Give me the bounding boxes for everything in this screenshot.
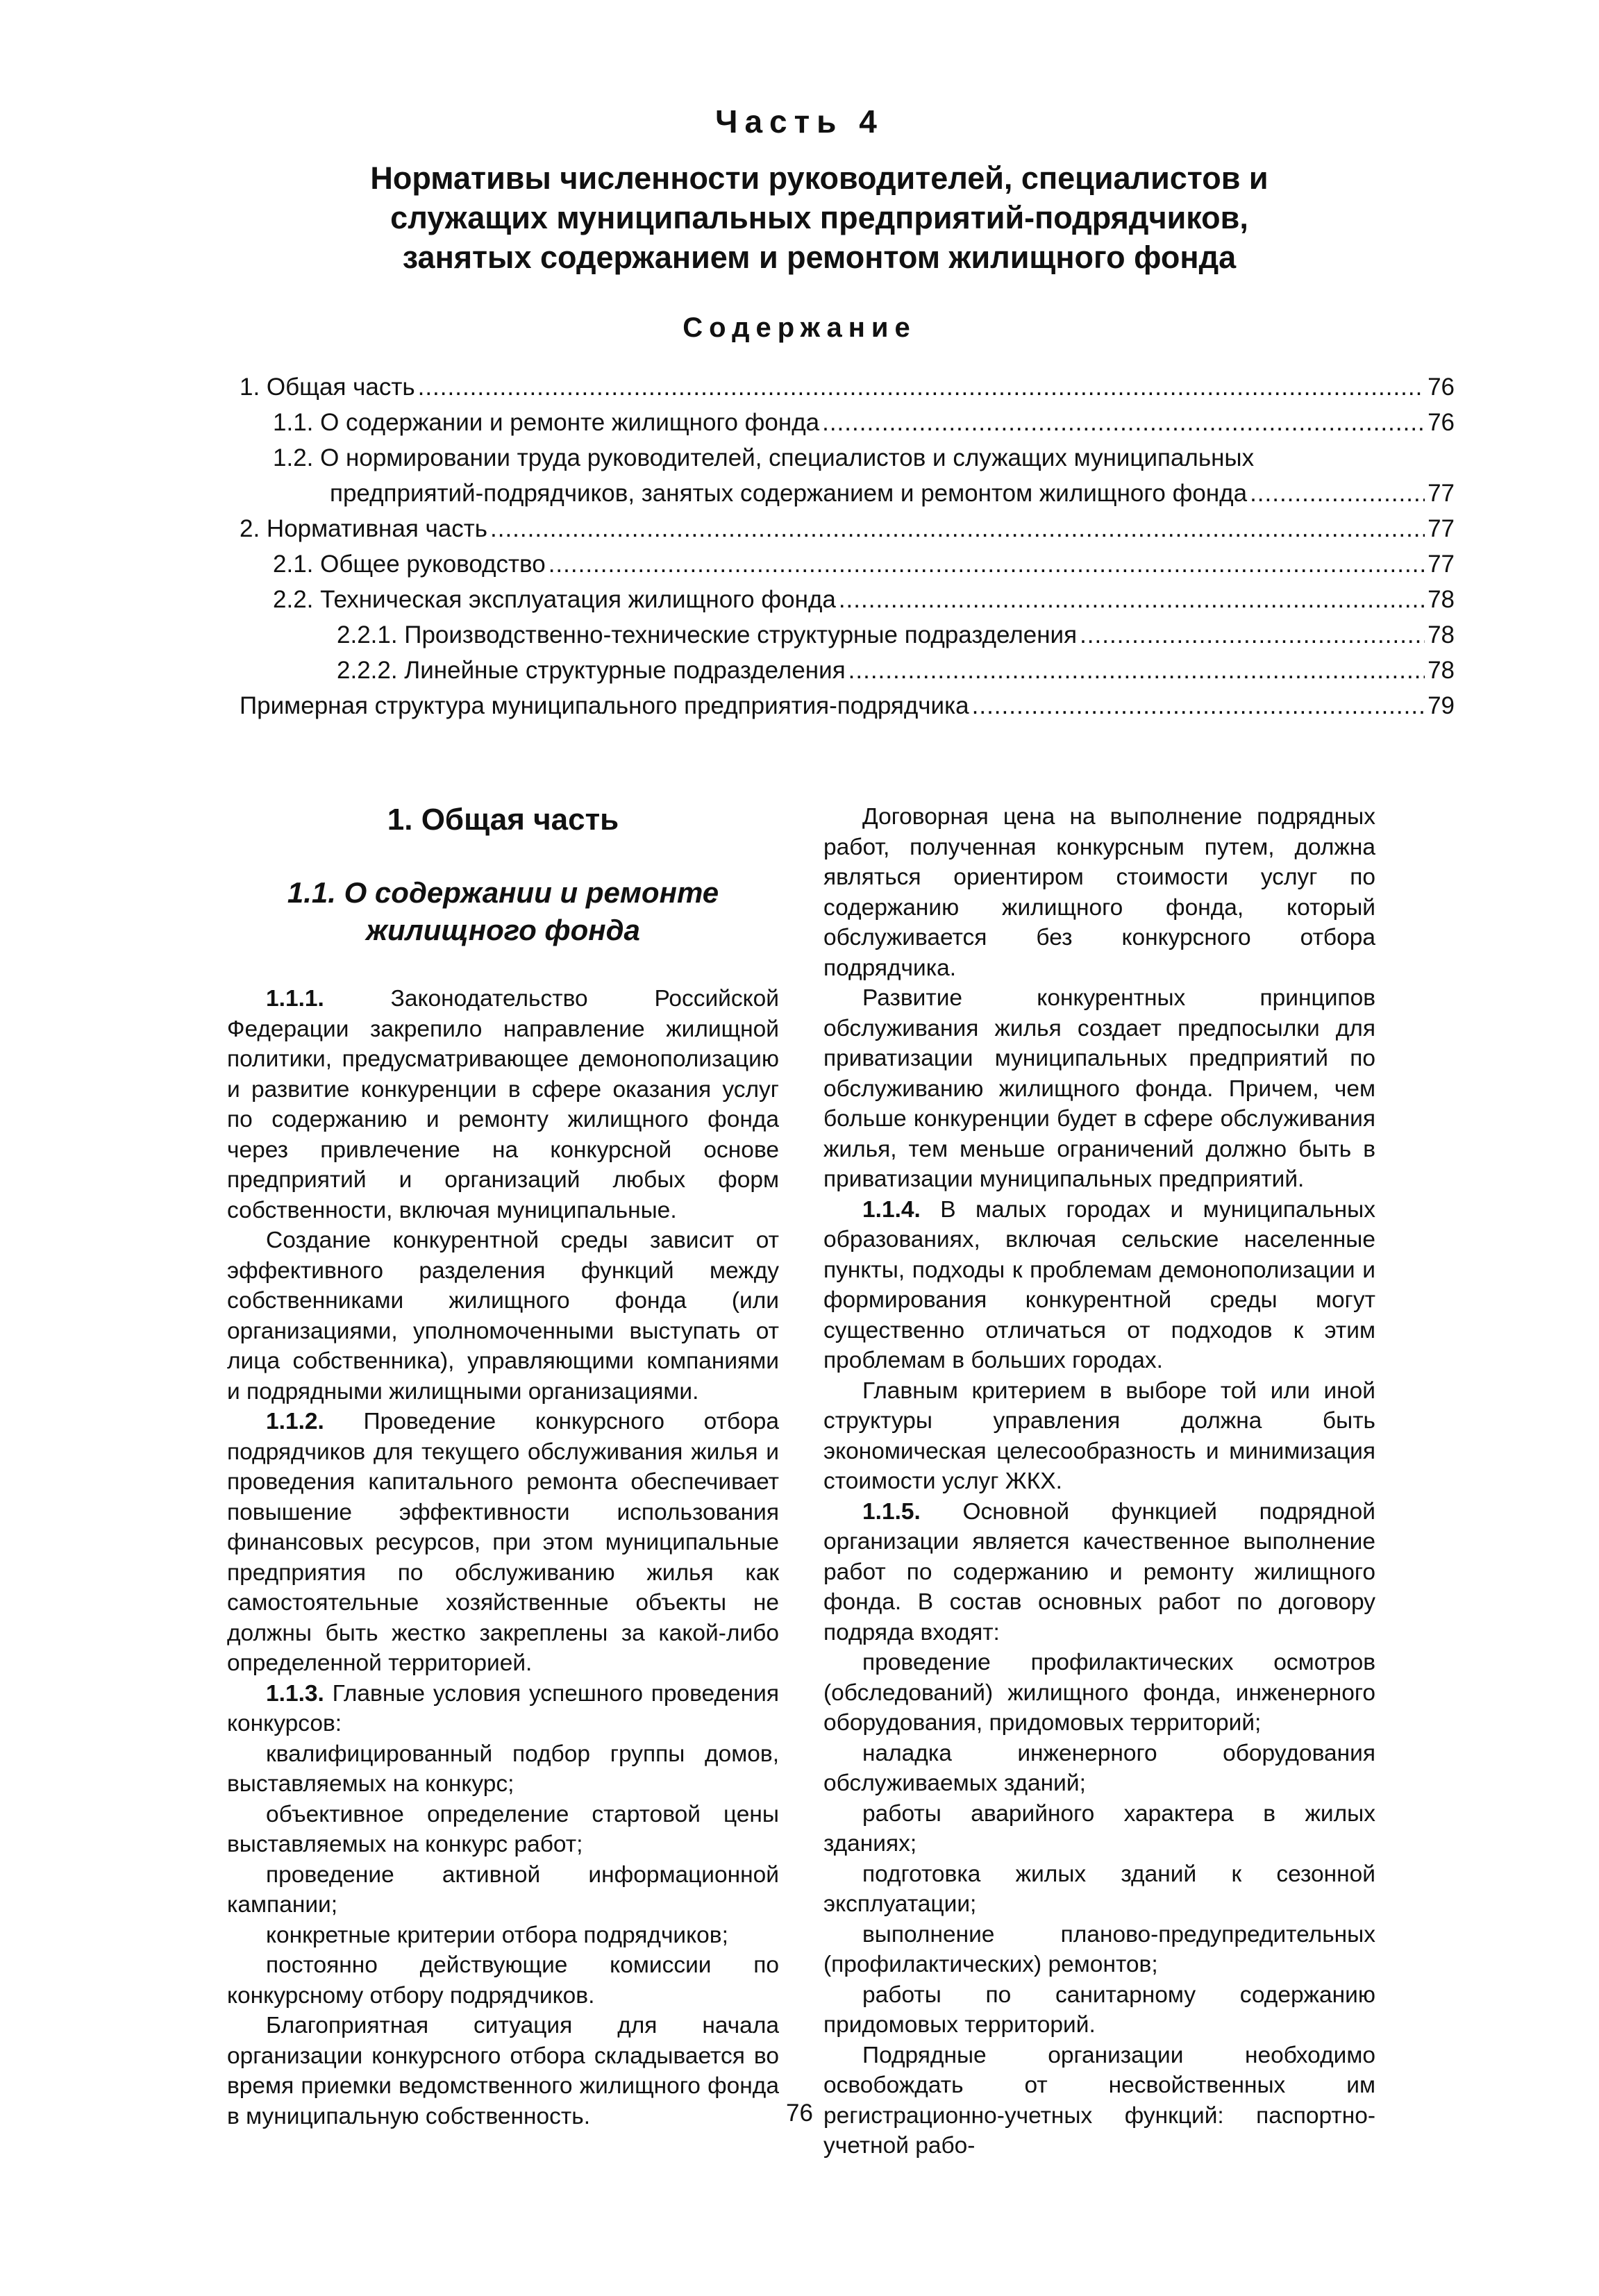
toc-entry-text: 1.2. О нормировании труда руководителей, специалистов и служащих муниципальных: [273, 444, 1255, 471]
toc-entry-text: предприятий-подрядчиков, занятых содержанием и ремонтом жилищного фонда: [330, 480, 1248, 507]
toc-entry: [240, 653, 1455, 688]
paragraph-text: Благоприятная ситуация для начала организации конкурсного отбора складывается во время приемки ведомственного жилищного фонда в муниципальную собственность.: [227, 2013, 779, 2129]
toc-entry-text: 2. Нормативная часть: [240, 515, 487, 542]
right-column: [823, 802, 1375, 2161]
paragraph: [227, 1679, 779, 1739]
toc-entry-page: 77: [1428, 480, 1455, 507]
toc-entry: [240, 582, 1455, 617]
subsection-title-line: 1.1. О содержании и ремонте: [287, 876, 719, 909]
list-item: [227, 1920, 779, 1951]
page-number: 76: [786, 2100, 813, 2127]
subsection-title: [227, 874, 779, 949]
toc-entry-text: 2.2.1. Производственно-технические структурные подразделения: [337, 621, 1078, 648]
toc-entry-page: 77: [1428, 515, 1455, 542]
clause-number: 1.1.2.: [266, 1409, 324, 1434]
title-line: служащих муниципальных предприятий-подрядчиков,: [390, 200, 1248, 235]
toc-entry-text: 1. Общая часть: [240, 374, 415, 401]
list-item: [823, 1980, 1375, 2041]
list-item: [823, 1799, 1375, 1859]
toc-leader: [1250, 476, 1425, 511]
toc-leader: [418, 369, 1425, 405]
clause-number: 1.1.3.: [266, 1680, 324, 1707]
paragraph-text: постоянно действующие комиссии по конкурсному отбору подрядчиков.: [227, 1952, 779, 2009]
paragraph-text: Главным критерием в выборе той или иной структуры управления должна быть экономическая целесообразность и минимизация стоимости услуг ЖКХ.: [823, 1377, 1375, 1494]
list-item: [227, 1739, 779, 1800]
paragraph-text: Проведение конкурсного отбора подрядчиков для текущего обслуживания жилья и проведения капитального ремонта обеспечивает повышение эффективности использования финансовых ресурсов, при этом муниципальные предприятия по обслуживанию жилья как самостоятельные хозяйственные объекты не должны быть жестко закреплены за какой-либо определенной территорией.: [227, 1409, 779, 1676]
toc-entry-text: 2.2.2. Линейные структурные подразделения: [337, 657, 846, 684]
left-column: [227, 802, 779, 2131]
toc-entry: [240, 546, 1455, 582]
toc-entry: [240, 369, 1455, 405]
paragraph: [823, 983, 1375, 1195]
list-item: [823, 1738, 1375, 1799]
paragraph: [227, 1407, 779, 1679]
paragraph-text: проведение активной информационной кампании;: [227, 1861, 779, 1918]
toc-entry-page: 77: [1428, 551, 1455, 578]
clause-number: 1.1.4.: [862, 1196, 921, 1223]
toc-leader: [972, 688, 1425, 723]
toc-entry-page: 78: [1428, 586, 1455, 613]
paragraph-text: выполнение планово-предупредительных (профилактических) ремонтов;: [823, 1921, 1375, 1977]
toc-entry-page: 78: [1428, 657, 1455, 684]
paragraph-text: В малых городах и муниципальных образованиях, включая сельские населенные пункты, подходы к проблемам демонополизации и формирования конкурентной среды могут существенно отличаться от подходов к этим проблемам в больших городах.: [823, 1196, 1375, 1373]
toc-leader: [822, 405, 1425, 440]
toc-entry-text: 1.1. О содержании и ремонте жилищного фонда: [273, 409, 820, 436]
list-item: [823, 1648, 1375, 1738]
list-item: [823, 1859, 1375, 1920]
toc-entry: [240, 617, 1455, 653]
clause-number: 1.1.1.: [266, 986, 324, 1012]
paragraph: [227, 1225, 779, 1407]
paragraph-text: наладка инженерного оборудования обслуживаемых зданий;: [823, 1740, 1375, 1796]
table-of-contents: [240, 369, 1455, 723]
toc-leader: [549, 546, 1425, 582]
paragraph-text: Развитие конкурентных принципов обслуживания жилья создает предпосылки для приватизации муниципальных предприятий по обслуживанию жилищного фонда. Причем, чем больше конкуренции будет в сфере обслуживания жилья, тем меньше ограничений должно быть в приватизации муниципальных предприятий.: [823, 985, 1375, 1192]
part-heading: Часть 4: [715, 103, 884, 140]
paragraph: [227, 984, 779, 1225]
paragraph-text: работы аварийного характера в жилых зданиях;: [823, 1800, 1375, 1857]
toc-heading: Содержание: [683, 312, 916, 343]
paragraph-text: работы по санитарному содержанию придомовых территорий.: [823, 1981, 1375, 2038]
toc-entry-page: 76: [1428, 409, 1455, 436]
toc-entry: [240, 440, 1455, 476]
toc-entry-page: 79: [1428, 692, 1455, 719]
toc-leader: [848, 653, 1425, 688]
paragraph-text: Законодательство Российской Федерации закрепило направление жилищной политики, предусматривающее демонополизацию и развитие конкуренции в сфере оказания услуг по содержанию и ремонту жилищного фонда через привлечение на конкурсной основе предприятий и организаций любых форм собственности, включая муниципальные.: [227, 986, 779, 1223]
paragraph-text: проведение профилактических осмотров (обследований) жилищного фонда, инженерного оборудования, придомовых территорий;: [823, 1650, 1375, 1736]
paragraph-text: объективное определение стартовой цены выставляемых на конкурс работ;: [227, 1801, 779, 1857]
paragraph-text: подготовка жилых зданий к сезонной эксплуатации;: [823, 1861, 1375, 1917]
toc-entry: [240, 511, 1455, 546]
paragraph-text: квалифицированный подбор группы домов, выставляемых на конкурс;: [227, 1741, 779, 1797]
toc-entry-page: 78: [1428, 621, 1455, 648]
document-title: [250, 158, 1389, 277]
toc-leader: [1080, 617, 1425, 653]
section-title: 1. Общая часть: [387, 803, 619, 837]
list-item: [823, 1920, 1375, 1980]
title-line: занятых содержанием и ремонтом жилищного фонда: [402, 240, 1237, 275]
paragraph: [823, 802, 1375, 983]
paragraph-text: Главные условия успешного проведения конкурсов:: [227, 1680, 779, 1736]
toc-leader: [839, 582, 1425, 617]
paragraph-text: Создание конкурентной среды зависит от эффективного разделения функций между собственниками жилищного фонда (или организациями, уполномоченными выступать от лица собственника), управляющими компаниями и подрядными жилищными организациями.: [227, 1227, 779, 1405]
clause-number: 1.1.5.: [862, 1498, 921, 1525]
toc-entry: [240, 688, 1455, 723]
paragraph: [823, 1195, 1375, 1376]
title-line: Нормативы численности руководителей, специалистов и: [370, 160, 1269, 196]
toc-entry: [240, 476, 1455, 511]
toc-entry: [240, 405, 1455, 440]
subsection-title-line: жилищного фонда: [366, 914, 640, 946]
paragraph: [823, 1497, 1375, 1648]
paragraph: [823, 1376, 1375, 1497]
toc-entry-text: Примерная структура муниципального предприятия-подрядчика: [240, 692, 969, 719]
toc-leader: [490, 511, 1425, 546]
toc-entry-page: 76: [1428, 374, 1455, 401]
paragraph-text: конкретные критерии отбора подрядчиков;: [266, 1922, 728, 1948]
list-item: [227, 1800, 779, 1860]
paragraph-text: Основной функцией подрядной организации является качественное выполнение работ по содержанию и ремонту жилищного фонда. В состав основных работ по договору подряда входят:: [823, 1498, 1375, 1645]
paragraph-text: Подрядные организации необходимо освобождать от несвойственных им регистрационно-учетных функций: паспортно-учетной рабо-: [823, 2042, 1375, 2159]
toc-entry-text: 2.2. Техническая эксплуатация жилищного фонда: [273, 586, 836, 613]
list-item: [227, 1860, 779, 1920]
toc-entry-text: 2.1. Общее руководство: [273, 551, 546, 578]
paragraph-text: Договорная цена на выполнение подрядных работ, полученная конкурсным путем, должна являться ориентиром стоимости услуг по содержанию жилищного фонда, который обслуживается без конкурсного отбора подрядчика.: [823, 804, 1375, 981]
list-item: [227, 1950, 779, 2011]
